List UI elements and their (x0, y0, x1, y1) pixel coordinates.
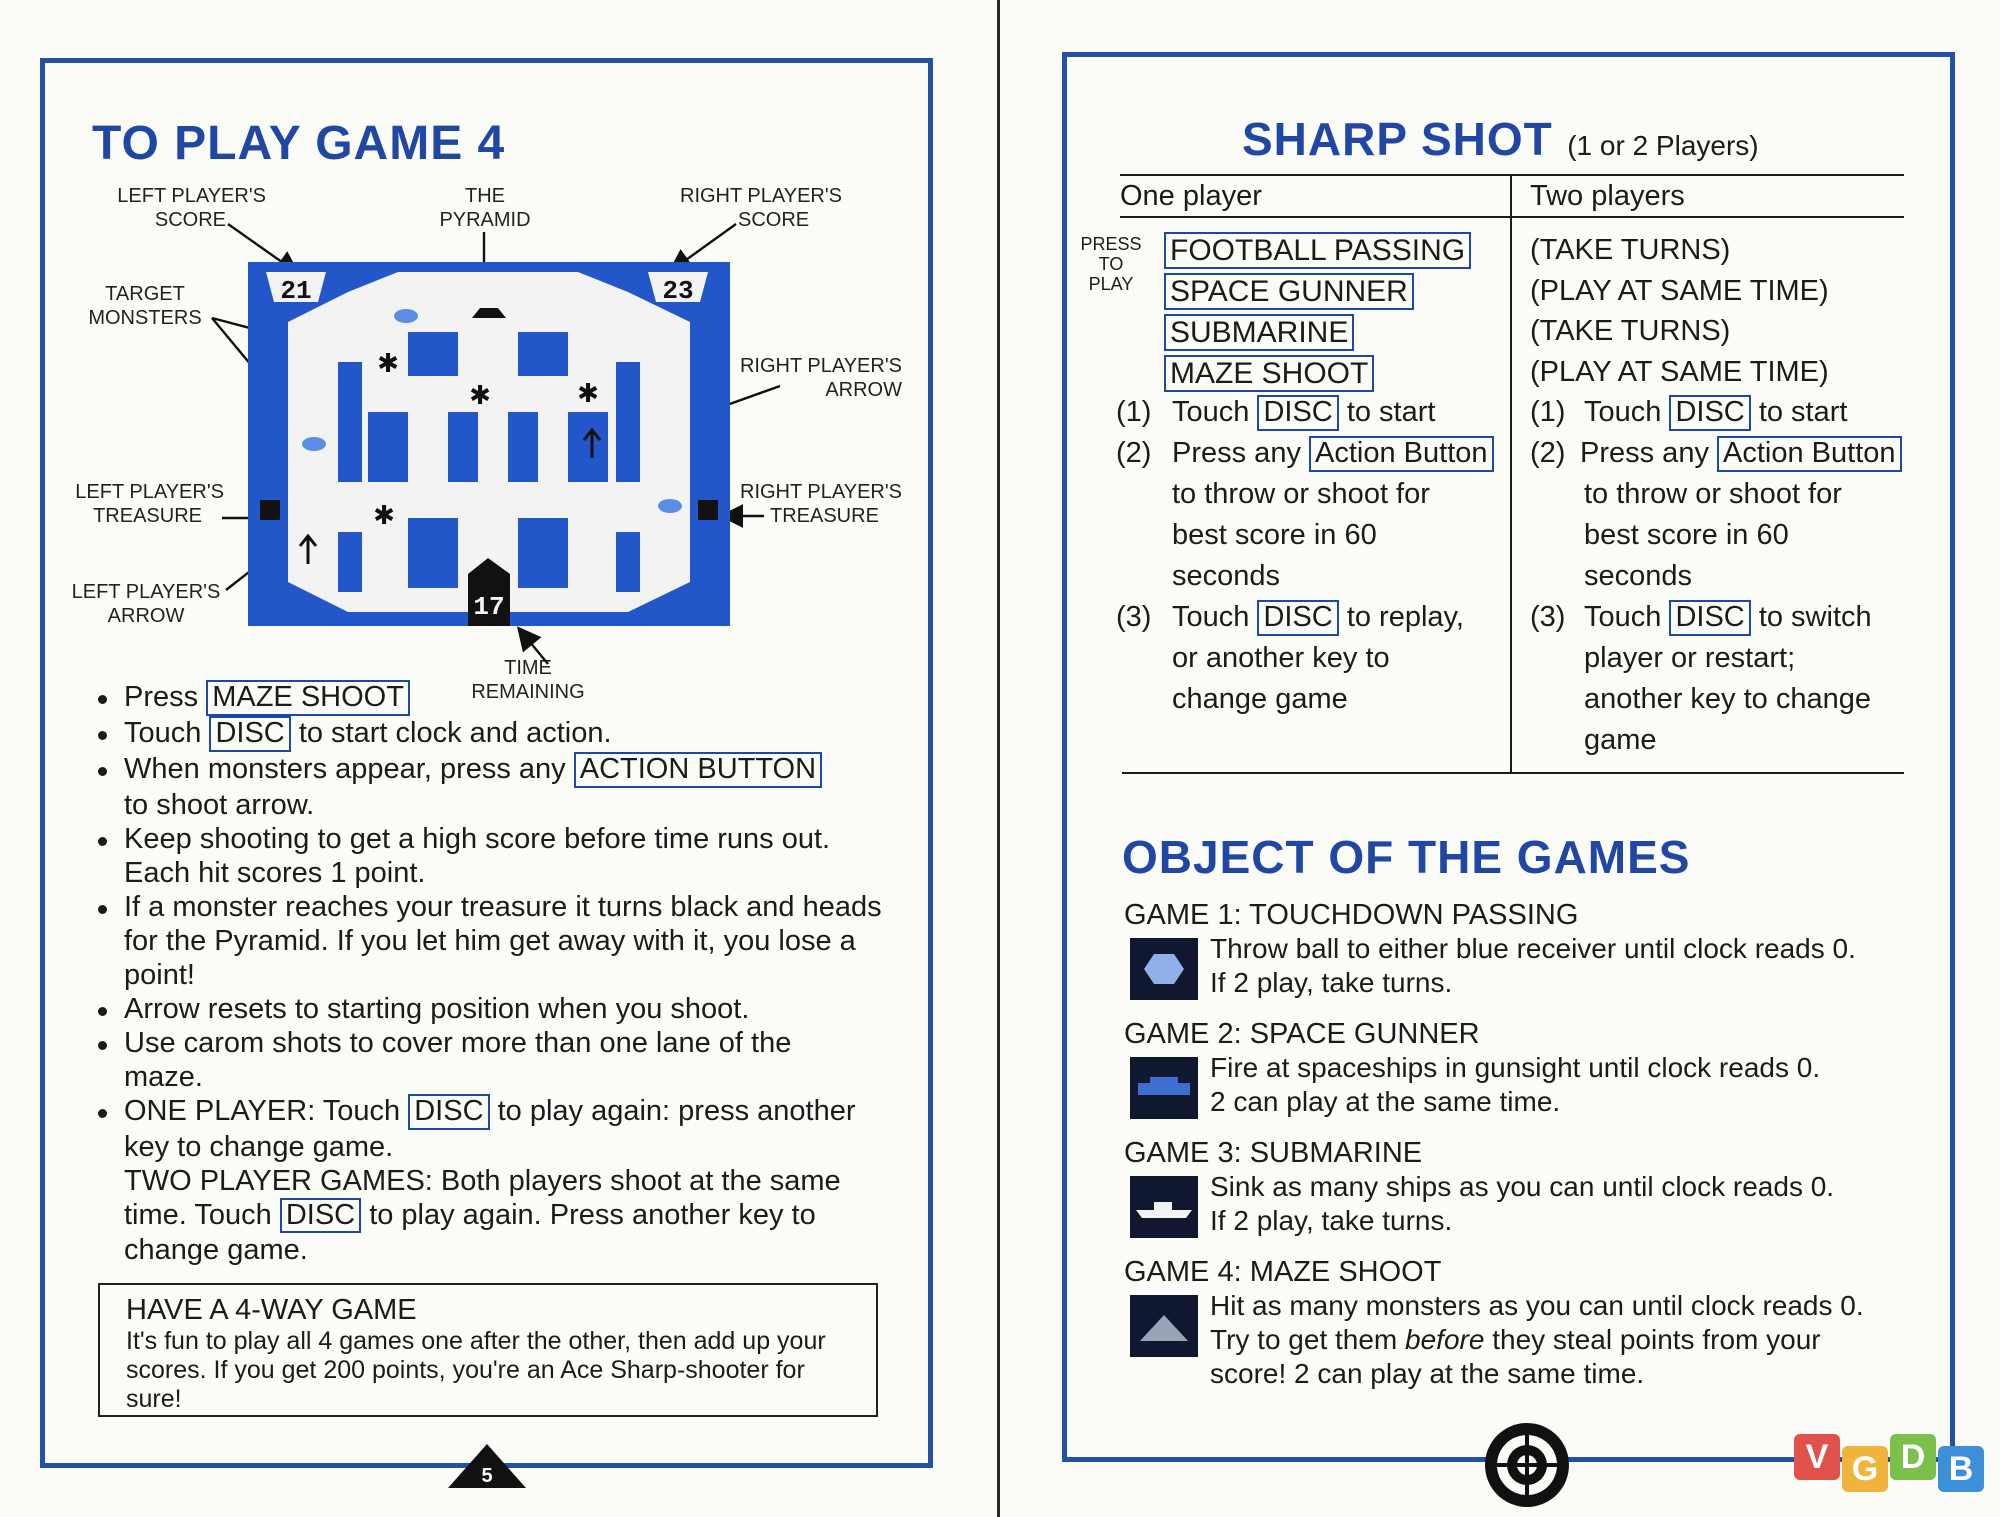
maze-diagram (248, 262, 730, 626)
spaceship-icon (1130, 1057, 1198, 1119)
page-title: TO PLAY GAME 4 (92, 117, 506, 170)
right-page: SHARP SHOT (1 or 2 Players) One player Two players PRESS TO PLAY FOOTBALL PASSING SPACE GUNNER SUBMARINE MAZE SHOOT (TAKE TURNS) (PLAY AT SAME TIME) (TAKE TURNS) (PLAY AT SAME TIME) (1) Touch DISC to start (2) Press any Action Button to throw or shoot for best score in 60 seconds (3) Touch DISC to replay, or another key to change game (1) Touch DISC to start (2) Press any Action Button to throw or shoot for best score in 60 seconds (3) Touch DISC to switch player or restart; another key to change game OBJECT OF THE GAMES GAME 1: TOUCHDOWN PASSING Throw ball to either blue receiver until clock reads 0. If 2 play, take turns. GAME 2: SPACE GUNNER Fire at spaceships in gunsight until clock reads 0. 2 can play at the same time. GAME 3: SUBMARINE Sink as many ships as you can until clock reads 0. If 2 play, take turns. GAME 4: MAZE SHOOT Hit as many monsters as you can until clock reads 0. Try to get them before they steal points from your score! 2 can play at the same time. V G D B (1002, 0, 2000, 1517)
two-player-steps: (1) Touch DISC to start (2) Press any Action Button to throw or shoot for best score in 60 seconds (3) Touch DISC to switch player or restart; another key to change game (1530, 392, 1910, 761)
football-passing-key: FOOTBALL PASSING (1164, 232, 1471, 269)
action-button-key: Action Button (1309, 436, 1494, 472)
disc-key: DISC (1257, 395, 1338, 431)
ship-icon (1130, 1176, 1198, 1238)
submarine-key: SUBMARINE (1164, 314, 1354, 351)
col-one-player: One player (1120, 180, 1262, 212)
monster-icon: ✱ (377, 349, 399, 379)
label-time-remaining: TIME REMAINING (471, 657, 585, 703)
label-target-monsters: TARGET MONSTERS (88, 283, 202, 329)
page-number: 5 (481, 1465, 493, 1487)
space-gunner-key: SPACE GUNNER (1164, 273, 1414, 310)
disc-key: DISC (408, 1094, 489, 1130)
label-left-score: LEFT PLAYER'S SCORE (117, 185, 266, 231)
disc-key: DISC (280, 1198, 361, 1234)
list-item: If a monster reaches your treasure it turns black and heads for the Pyramid. If you let him get away with it, you lose a point! (96, 890, 886, 992)
football-icon (1130, 938, 1198, 1000)
monster-icon: ✱ (373, 501, 395, 531)
list-item: Arrow resets to starting position when you shoot. (96, 992, 886, 1026)
instructions-list (96, 680, 886, 1267)
action-button-key: Action Button (1717, 436, 1902, 472)
label-right-treasure: RIGHT PLAYER'S TREASURE (740, 481, 903, 527)
label-left-treasure: LEFT PLAYER'S TREASURE (75, 481, 224, 527)
callout-body: It's fun to play all 4 games one after the other, then add up your scores. If you get 200 points, you're an Ace Sharp-shooter for sure! (126, 1327, 826, 1413)
monster-icon: ✱ (469, 381, 491, 411)
callout-title: HAVE A 4-WAY GAME (126, 1294, 417, 1326)
one-player-steps: (1) Touch DISC to start (2) Press any Action Button to throw or shoot for best score in 60 seconds (3) Touch DISC to replay, or another key to change game (1116, 392, 1506, 720)
maze-shoot-key: MAZE SHOOT (1164, 355, 1374, 392)
sharp-shot-title: SHARP SHOT (1 or 2 Players) (1242, 113, 1759, 165)
press-to-play-label: PRESS TO PLAY (1080, 234, 1142, 294)
monster-icon: ✱ (577, 379, 599, 409)
maze-shoot-key: MAZE SHOOT (206, 680, 410, 716)
table-column-divider (1510, 174, 1512, 774)
two-player-modes: (TAKE TURNS) (PLAY AT SAME TIME) (TAKE TURNS) (PLAY AT SAME TIME) (1530, 234, 1829, 388)
disc-key: DISC (1257, 600, 1338, 636)
col-two-players: Two players (1530, 180, 1685, 212)
list-item: TWO PLAYER GAMES: Both players shoot at the same time. Touch DISC to play again. Press another key to change game. (124, 1164, 841, 1267)
list-item: ONE PLAYER: Touch DISC to play again: press another key to change game. (96, 1094, 886, 1164)
maze-time: 17 (473, 592, 505, 622)
target-icon (1482, 1420, 1572, 1510)
game-2-item: GAME 2: SPACE GUNNER Fire at spaceships in gunsight until clock reads 0. 2 can play at the same time. (1124, 1018, 1821, 1117)
page-number-pyramid (440, 1440, 534, 1490)
disc-key: DISC (1669, 600, 1750, 636)
game-1-item: GAME 1: TOUCHDOWN PASSING Throw ball to either blue receiver until clock reads 0. If 2 play, take turns. (1124, 899, 1856, 998)
disc-key: DISC (209, 716, 290, 752)
table-bottom-rule (1122, 772, 1904, 774)
label-right-score: RIGHT PLAYER'S SCORE (680, 185, 843, 231)
label-left-arrow: LEFT PLAYER'S ARROW (71, 581, 221, 627)
maze-right-score: 23 (662, 276, 694, 306)
maze-left-score: 21 (280, 276, 312, 306)
left-treasure-icon (260, 500, 280, 520)
list-item: Use carom shots to cover more than one lane of the maze. (96, 1026, 886, 1094)
pyramid-icon (1130, 1295, 1198, 1357)
list-item: Keep shooting to get a high score before time runs out. Each hit scores 1 point. (96, 822, 886, 890)
label-right-arrow: RIGHT PLAYER'S ARROW (739, 355, 902, 401)
left-page (0, 0, 998, 1517)
game-keys (1164, 230, 1471, 394)
object-heading: OBJECT OF THE GAMES (1122, 831, 1691, 883)
list-item: Touch DISC to start clock and action. (96, 716, 886, 752)
list-item: Press MAZE SHOOT (96, 680, 886, 716)
disc-key: DISC (1669, 395, 1750, 431)
game-4-item: GAME 4: MAZE SHOOT Hit as many monsters as you can until clock reads 0. Try to get them before they steal points from your score! 2 can play at the same time. (1124, 1256, 1864, 1389)
game-3-item: GAME 3: SUBMARINE Sink as many ships as you can until clock reads 0. If 2 play, take turns. (1124, 1137, 1835, 1236)
four-way-game-box (98, 1283, 878, 1417)
label-pyramid: THE PYRAMID (439, 185, 531, 231)
list-item: When monsters appear, press any ACTION BUTTON to shoot arrow. (96, 752, 886, 822)
right-treasure-icon (698, 500, 718, 520)
action-button-key: ACTION BUTTON (574, 752, 822, 788)
